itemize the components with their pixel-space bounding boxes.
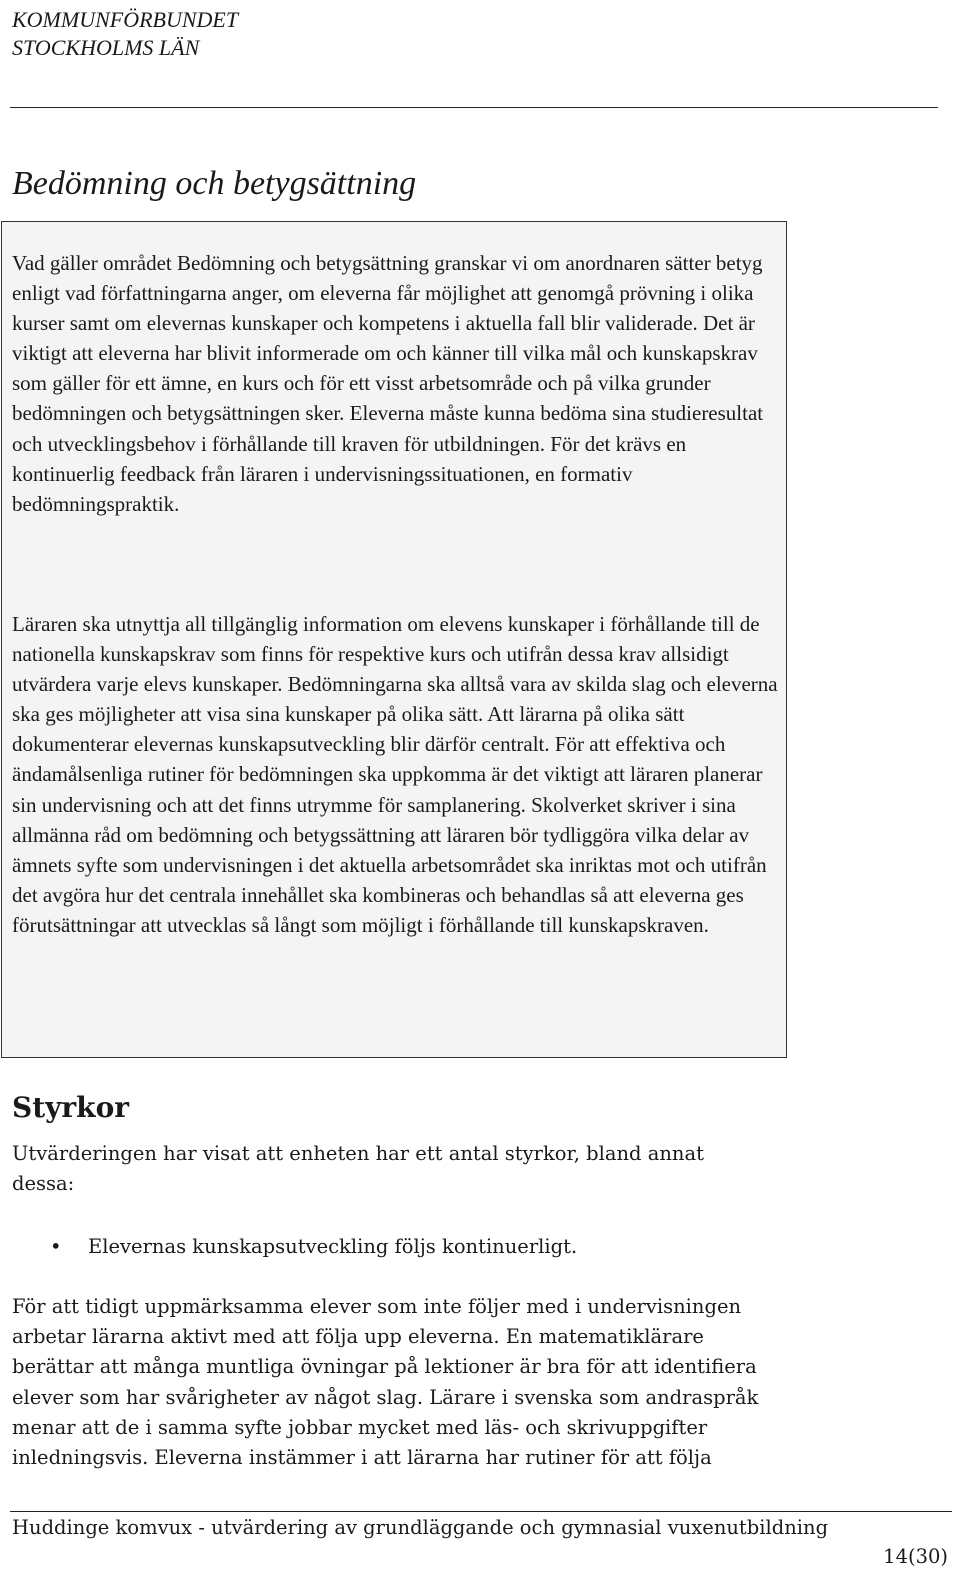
bullet-icon: • (50, 1235, 62, 1258)
strengths-heading: Styrkor (12, 1091, 130, 1124)
footer-divider (10, 1511, 952, 1512)
strengths-list (12, 1232, 577, 1262)
strengths-intro: Utvärderingen har visat att enheten har ett antal styrkor, bland annat dessa: (12, 1142, 704, 1196)
strengths-body: För att tidigt uppmärksamma elever som inte följer med i undervisningen arbetar lärarna aktivt med att följa upp eleverna. En matematiklärare berättar att många muntliga övningar på lektioner är bra för att identifiera elever som har svårigheter av något slag. Lärare i svenska som andraspråk menar att de i samma syfte jobbar mycket med läs- och skrivuppgifter inledningsvis. Eleverna instämmer i att lärarna har rutiner för att följa (12, 1295, 759, 1470)
list-item (12, 1232, 577, 1262)
header-divider (10, 107, 938, 108)
organization-name-line1: KOMMUNFÖRBUNDET (12, 7, 239, 32)
page-number: 14(30) (883, 1545, 948, 1568)
organization-name (12, 6, 238, 62)
organization-name-line2: STOCKHOLMS LÄN (12, 35, 200, 60)
info-box-paragraph-1: Vad gäller området Bedömning och betygsättning granskar vi om anordnaren sätter betyg enligt vad författningarna anger, om eleverna får möjlighet att genomgå prövning i olika kurser samt om elevernas kunskaper och kompetens i aktuella fall blir validerade. Det är viktigt att eleverna har blivit informerade om och känner till vilka mål och kunskapskrav som gäller för ett ämne, en kurs och för ett visst arbetsområde och på vilka grunder bedömningen och betygsättningen sker. Eleverna måste kunna bedöma sina studieresultat och utvecklingsbehov i förhållande till kraven för utbildningen. För det krävs en kontinuerlig feedback från läraren i undervisningssituationen, en formativ bedömningspraktik. (12, 251, 764, 516)
list-item-text: Elevernas kunskapsutveckling följs kontinuerligt. (88, 1235, 578, 1258)
section-title: Bedömning och betygsättning (12, 165, 417, 202)
footer-document-title: Huddinge komvux - utvärdering av grundläggande och gymnasial vuxenutbildning (12, 1516, 829, 1539)
info-box-paragraph-2: Läraren ska utnyttja all tillgänglig information om elevens kunskaper i förhållande till de nationella kunskapskrav som finns för respektive kurs och utifrån dessa krav allsidigt utvärdera varje elevs kunskaper. Bedömningarna ska alltså vara av skilda slag och eleverna ska ges möjligheter att visa sina kunskaper på olika sätt. Att lärarna på olika sätt dokumenterar elevernas kunskapsutveckling blir därför centralt. För att effektiva och ändamålsenliga rutiner för bedömningen ska uppkomma är det viktigt att läraren planerar sin undervisning och att det finns utrymme för samplanering. Skolverket skriver i sina allmänna råd om bedömning och betygssättning att läraren bör tydliggöra vilka delar av ämnets syfte som undervisningen i det aktuella arbetsområdet ska inriktas mot och utifrån det avgöra hur det centrala innehållet ska kombineras och behandlas så att eleverna ges förutsättningar att utvecklas så långt som möjligt i förhållande till kunskapskraven. (12, 612, 778, 937)
